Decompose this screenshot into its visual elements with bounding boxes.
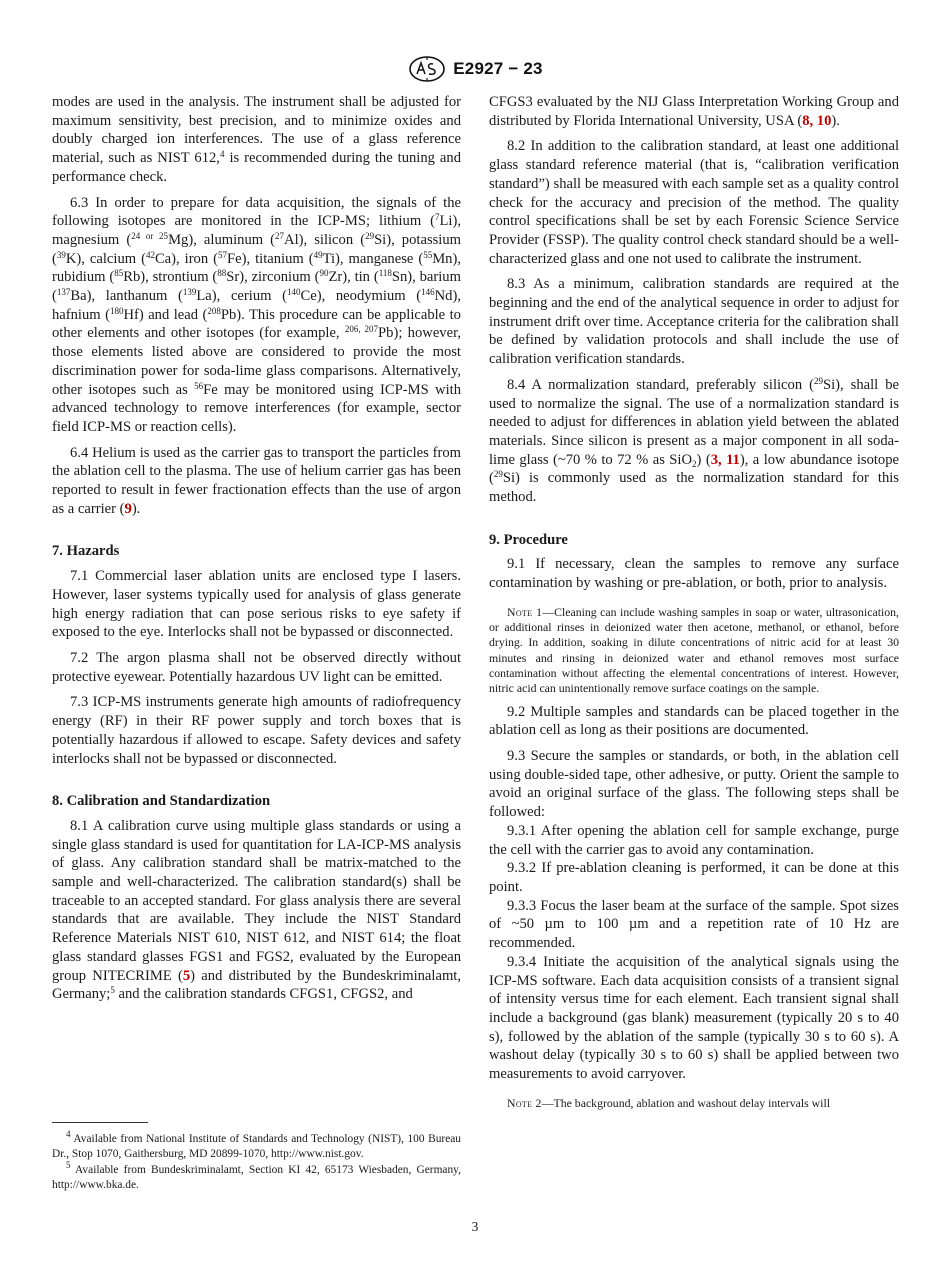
paragraph-9-3-2: 9.3.2 If pre-ablation cleaning is performed, it can be done at this point. bbox=[489, 860, 899, 895]
reference-link[interactable]: 3 bbox=[710, 451, 718, 468]
reference-link[interactable]: 8 bbox=[802, 112, 810, 129]
paragraph-9-3-1: 9.3.1 After opening the ablation cell for sample exchange, purge the cell with the carrier gas to avoid any contamination. bbox=[489, 822, 899, 858]
section-heading-procedure: 9. Procedure bbox=[489, 531, 568, 548]
page-header bbox=[0, 56, 950, 82]
note-1: Note 1—Cleaning can include washing samples in soap or water, ultrasonication, or additional rinses in deionized water then acetone, methanol, or ethanol, before drying. In addition, soaking in dilute concentrations of nitric acid for at least 30 minutes and rinsing in deionized water and ethanol removes most surface contamination without affecting the elemental concentrations of interest. However, nitric acid can unintentionally remove surface coatings on the sample. bbox=[489, 604, 899, 696]
reference-link[interactable]: 10 bbox=[816, 112, 832, 129]
page-number: 3 bbox=[471, 1219, 479, 1234]
paragraph-6-3: 6.3 In order to prepare for data acquisition, the signals of the following isotopes are monitored in the ICP-MS; lithium ($^7$Li), magnesium ($^{24 or 25}$Mg), aluminum ($^{27}$Al), silicon ($^{29}$Si), potassium ($^{39}$K), calcium ($^{42}$Ca), iron ($^{57}$Fe), titanium ($^{49}$Ti), manganese ($^{55}$Mn), rubidium ($^{85}$Rb), strontium ($^{88}$Sr), zirconium ($^{90}$Zr), tin ($^{118}$Sn), barium ($^{137}$Ba), lanthanum ($^{139}$La), cerium ($^{140}$Ce), neodymium ($^{146}$Nd), hafnium ($^{180}$Hf) and lead ($^{208}$Pb). This procedure can be applicable to other elements and other isotopes (for example, $^{206, 207}$Pb); however, those elements listed above are considered to provide the most discrimination power for soda-lime glass comparisons. Alternatively, other isotopes such as $^{56}$Fe may be monitored using ICP-MS with advanced technology to remove interferences (for example, sector field ICP-MS or reaction cells). bbox=[52, 194, 461, 435]
paragraph-8-3: 8.3 As a minimum, calibration standards are required at the beginning and the end of the analytical sequence in order to adjust for instrument drift over time. Acceptance criteria for the calibration shall be defined by validation protocols and shall include the use of calibration verification standards. bbox=[489, 276, 899, 368]
paragraph-6-4: 6.4 Helium is used as the carrier gas to transport the particles from the ablation cell to the plasma. The use of helium carrier gas has been reported to result in fewer fractionation effects than the use of argon as a carrier (9). bbox=[52, 444, 461, 517]
right-column bbox=[489, 93, 899, 1117]
paragraph-7-2: 7.2 The argon plasma shall not be observed directly without protective eyewear. Potentially hazardous UV light can be emitted. bbox=[52, 649, 461, 685]
paragraph-9-2: 9.2 Multiple samples and standards can be placed together in the ablation cell as long as their positions are documented. bbox=[489, 703, 899, 739]
note-2: Note 2—The background, ablation and washout delay intervals will bbox=[507, 1095, 831, 1110]
reference-link[interactable]: 9 bbox=[124, 500, 132, 517]
paragraph-7-3: 7.3 ICP-MS instruments generate high amounts of radiofrequency energy (RF) in their RF power supply and torch boxes that is potentially hazardous if allowed to escape. Safety devices and safety interlocks shall not be bypassed or disconnected. bbox=[52, 694, 461, 767]
footnote-divider bbox=[52, 1122, 148, 1123]
paragraph-8-1: 8.1 A calibration curve using multiple glass standards or using a single glass standard is used for quantitation for LA-ICP-MS analysis of glass. Any calibration standard shall be matrix-matched to the sample and well-characterized. The calibration standard(s) shall be traceable to an accepted standard. For glass analysis there are several standards that are available. They include the NIST Standard Reference Materials NIST 610, NIST 612, and NIST 614; the float glass standard glasses FGS1 and FGS2, evaluated by the European group NITECRIME (5) and distributed by the Bundeskriminalamt, Germany;$^5$ and the calibration standards CFGS1, CFGS2, and bbox=[52, 817, 461, 1003]
paragraph-7-1: 7.1 Commercial laser ablation units are enclosed type I lasers. However, laser systems typically used for analysis of glass generate high energy radiation that can pose serious risks to eye safety if exposed to the eye. Interlocks shall not be bypassed or disconnected. bbox=[52, 568, 461, 641]
paragraph-6-2-continued: modes are used in the analysis. The instrument shall be adjusted for maximum sensitivity, best precision, and to minimize oxides and doubly charged ion interferences. The use of a glass reference material, such as NIST 612,$^4$ is recommended during the tuning and performance check. bbox=[52, 94, 461, 185]
paragraph-8-1-continued: CFGS3 evaluated by the NIJ Glass Interpretation Working Group and distributed by Florida International University, USA (8, 10). bbox=[489, 94, 899, 129]
reference-link[interactable]: 5 bbox=[182, 967, 191, 984]
paragraph-9-1: 9.1 If necessary, clean the samples to remove any surface contamination by washing or pre-ablation, or both, prior to analysis. bbox=[489, 556, 899, 592]
left-column bbox=[52, 93, 461, 1004]
paragraph-8-4: 8.4 A normalization standard, preferably silicon ($^{29}$Si), shall be used to normalize the signal. The use of a normalization standard is needed to adjust for differences in ablation yield between the ablated materials. Since silicon is present as a major component in all soda-lime glass (~70 % to 72 % as SiO$_2$) (3, 11), a low abundance isotope ($^{29}$Si) is commonly used as the normalization standard for this method. bbox=[489, 375, 899, 506]
astm-logo-icon bbox=[407, 56, 447, 82]
paragraph-9-3-3: 9.3.3 Focus the laser beam at the surface of the sample. Spot sizes of ~50 µm to 100 µm and a repetition rate of 10 Hz are recommended. bbox=[489, 897, 899, 952]
paragraph-9-3: 9.3 Secure the samples or standards, or both, in the ablation cell using double-sided tape, other adhesive, or putty. Orient the sample to avoid an original surface of the glass. The following steps shall be followed: bbox=[489, 748, 899, 821]
reference-link[interactable]: 11 bbox=[726, 451, 740, 468]
document-code: E2927 − 23 bbox=[453, 59, 543, 78]
paragraph-9-3-4: 9.3.4 Initiate the acquisition of the analytical signals using the ICP-MS software. Each data acquisition consists of a transient signal of intensity versus time for each element. Each transient signal shall include a background (gas blank) measurement (typically 20 s to 40 s), followed by the ablation of the sample (typically 30 s to 60 s). A washout delay (typically 30 s to 60 s) shall be applied between two measurements to avoid carryover. bbox=[489, 953, 899, 1083]
section-heading-hazards: 7. Hazards bbox=[52, 543, 120, 560]
section-heading-calibration: 8. Calibration and Standardization bbox=[52, 793, 271, 810]
footnotes bbox=[52, 1129, 461, 1193]
footnote-5: $^5$ Available from Bundeskriminalamt, Section KI 42, 65173 Wiesbaden, Germany, http://www.bka.de. bbox=[52, 1159, 461, 1191]
footnote-4: $^4$ Available from National Institute of Standards and Technology (NIST), 100 Bureau Dr., Stop 1070, Gaithersburg, MD 20899-1070, http://www.nist.gov. bbox=[52, 1129, 461, 1161]
paragraph-8-2: 8.2 In addition to the calibration standard, at least one additional glass standard reference material (that is, “calibration verification standard”) shall be measured with each sample set as a quality control check for the accuracy and precision of the method. The quality control specifications shall be set by each Forensic Science Service Provider (FSSP). The quality control check standard should be a well-characterized glass and one not used to calibrate the instrument. bbox=[489, 138, 899, 267]
